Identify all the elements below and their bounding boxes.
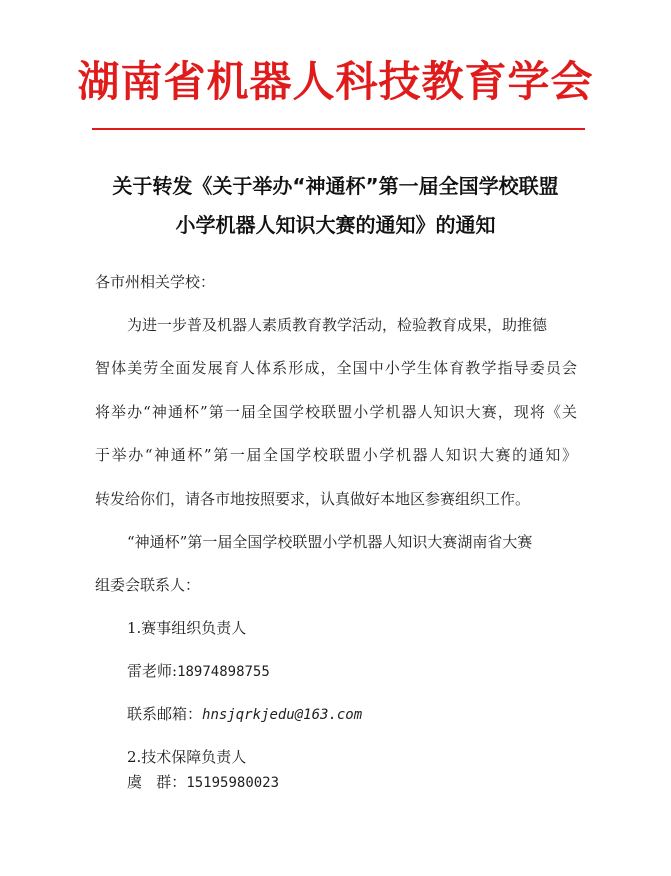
contact-email-row <box>127 702 362 727</box>
paragraph-1-line: 于举办“神通杯”第一届全国学校联盟小学机器人知识大赛的通知》 <box>95 446 577 464</box>
contact-teacher-phone: 18974898755 <box>177 664 270 680</box>
contact-teacher-row <box>127 659 270 684</box>
paragraph-1-line: 为进一步普及机器人素质教育教学活动，检验教育成果，助推德 <box>127 316 548 334</box>
contact-item-2-heading: 2.技术保障负责人 <box>127 748 247 766</box>
contact-email-address: hnsjqrkjedu@163.com <box>202 707 363 723</box>
paragraph-2-line: “神通杯”第一届全国学校联盟小学机器人知识大赛湖南省大赛 <box>127 533 533 551</box>
contact-tech-name: 虞 群： <box>127 773 187 791</box>
document-title-line-2: 小学机器人知识大赛的通知》的通知 <box>175 213 496 237</box>
contact-item-1-heading: 1.赛事组织负责人 <box>127 619 247 637</box>
contact-tech-phone: 15195980023 <box>186 775 280 791</box>
contact-teacher-label: 雷老师: <box>127 662 178 680</box>
organization-title: 湖南省机器人科技教育学会 <box>77 57 594 106</box>
paragraph-1-line: 转发给你们，请各市地按照要求，认真做好本地区参赛组织工作。 <box>95 490 531 508</box>
contact-email-label: 联系邮箱： <box>127 705 203 723</box>
red-divider <box>92 128 585 130</box>
contact-tech-row <box>127 770 279 795</box>
paragraph-1-line: 智体美劳全面发展育人体系形成，全国中小学生体育教学指导委员会 <box>95 359 577 377</box>
paragraph-1-line: 将举办“神通杯”第一届全国学校联盟小学机器人知识大赛，现将《关 <box>95 403 577 421</box>
salutation: 各市州相关学校： <box>95 273 216 291</box>
paragraph-2-line: 组委会联系人： <box>95 576 201 594</box>
document-title-line-1: 关于转发《关于举办“神通杯”第一届全国学校联盟 <box>112 174 559 198</box>
